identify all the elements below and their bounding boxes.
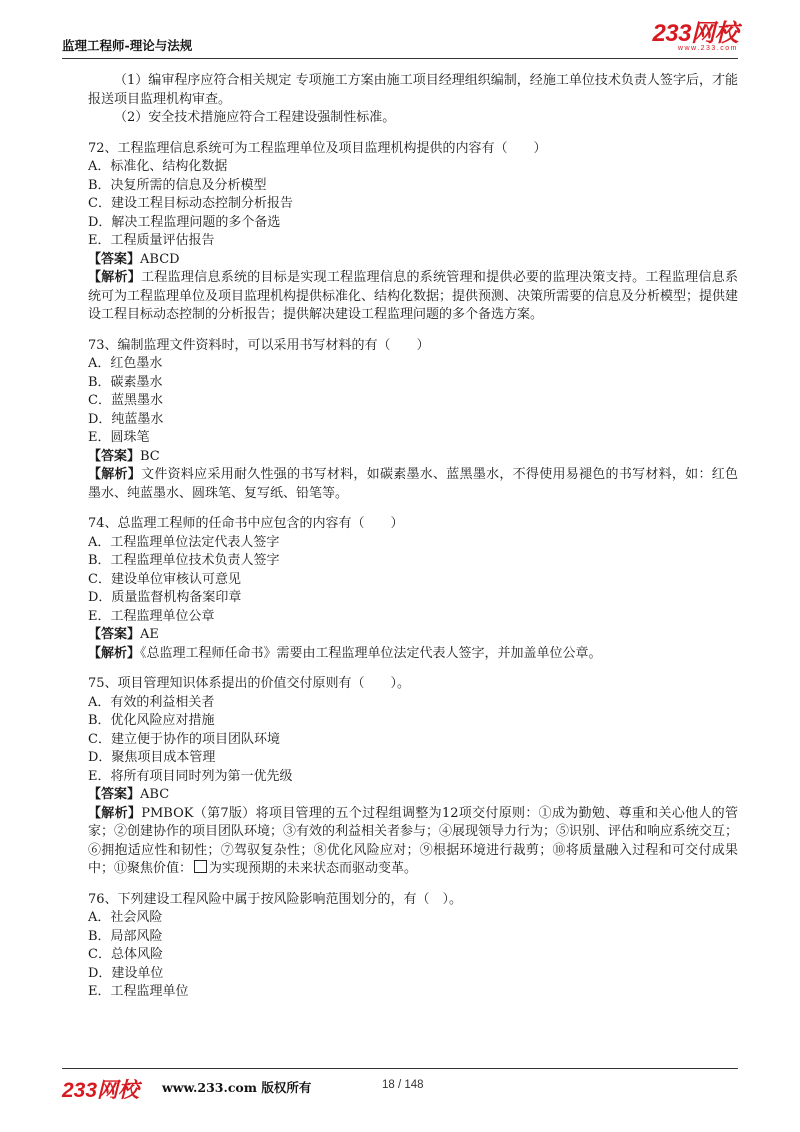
option-e: E．将所有项目同时列为第一优先级 bbox=[88, 768, 293, 784]
answer-value: BC bbox=[140, 448, 160, 464]
logo-text: 233网校 bbox=[652, 20, 738, 47]
answer-line bbox=[88, 786, 738, 805]
question-title: 73、编制监理文件资料时，可以采用书写材料的有（ ） bbox=[88, 337, 430, 353]
explanation-text: 工程监理信息系统的目标是实现工程监理信息的系统管理和提供必要的监理决策支持。工程监理信息系统可为工程监理单位及项目监理机构提供标准化、结构化数据；提供预测、决策所需要的信息及分析模型；提供建设工程目标动态控制的分析报告；提供解决建设工程监理问题的多个备选方案。 bbox=[88, 270, 739, 322]
option-d: D．纯蓝墨水 bbox=[88, 411, 164, 427]
option-c: C．蓝黑墨水 bbox=[88, 393, 163, 408]
explanation bbox=[88, 466, 738, 503]
question-72 bbox=[88, 140, 738, 325]
intro-line-2: （2）安全技术措施应符合工程建设强制性标准。 bbox=[114, 110, 396, 125]
option-c: C．总体风险 bbox=[88, 947, 163, 962]
explanation-tag: 【解析】 bbox=[88, 270, 142, 285]
option-b: B．局部风险 bbox=[88, 928, 163, 944]
explanation bbox=[88, 269, 738, 325]
page-header bbox=[62, 22, 738, 59]
answer-tag: 【答案】 bbox=[88, 787, 141, 802]
option-b: B．优化风险应对措施 bbox=[88, 713, 215, 728]
explanation-text: PMBOK（第7版）将项目管理的五个过程组调整为12项交付原则：①成为勤勉、尊重和关心他人的管家；②创建协作的项目团队环境；③有效的利益相关者参与；④展现领导力行为；⑤识别、评估和响应系统交互；⑥拥抱适应性和韧性；⑦驾驭复杂性；⑧优化风险应对；⑨根据环境进行裁剪；⑩将质量融入过程和可交付成果中；⑪聚焦价值： bbox=[88, 805, 739, 876]
page-number: 18 / 148 bbox=[382, 1079, 424, 1091]
option-a: A．标准化、结构化数据 bbox=[88, 159, 228, 174]
explanation-tag: 【解析】 bbox=[88, 645, 141, 661]
answer-tag: 【答案】 bbox=[88, 627, 141, 642]
question-74 bbox=[88, 515, 738, 663]
question-title: 75、项目管理知识体系提出的价值交付原则有（ ）。 bbox=[88, 676, 411, 691]
option-d: D．质量监督机构备案印章 bbox=[88, 590, 242, 605]
option-a: A．有效的利益相关者 bbox=[88, 694, 215, 710]
option-b: B．工程监理单位技术负责人签字 bbox=[88, 553, 280, 568]
question-76 bbox=[88, 891, 738, 1002]
question-75 bbox=[88, 675, 738, 879]
option-c: C．建设单位审核认可意见 bbox=[88, 571, 241, 587]
explanation bbox=[88, 645, 738, 664]
option-e: E．圆珠笔 bbox=[88, 430, 150, 445]
option-d: D．建设单位 bbox=[88, 965, 164, 981]
option-a: A．社会风险 bbox=[88, 910, 163, 925]
explanation-tag: 【解析】 bbox=[88, 805, 142, 821]
option-e: E．工程监理单位公章 bbox=[88, 608, 215, 624]
option-b: B．碳素墨水 bbox=[88, 374, 163, 390]
answer-tag: 【答案】 bbox=[88, 448, 141, 464]
option-c: C．建设工程目标动态控制分析报告 bbox=[88, 196, 293, 211]
explanation bbox=[88, 805, 738, 879]
answer-value: ABCD bbox=[140, 251, 180, 267]
page-footer bbox=[62, 1068, 738, 1102]
option-e: E．工程监理单位 bbox=[88, 984, 189, 999]
option-d: D．解决工程监理问题的多个备选 bbox=[88, 214, 281, 230]
page-content bbox=[88, 72, 738, 1002]
option-a: A．红色墨水 bbox=[88, 356, 163, 371]
checkbox-square-icon bbox=[194, 860, 207, 873]
option-d: D．聚焦项目成本管理 bbox=[88, 750, 216, 765]
explanation-text-end: 为实现预期的未来状态而驱动变革。 bbox=[209, 861, 418, 876]
explanation-text: 文件资料应采用耐久性强的书写材料，如碳素墨水、蓝黑墨水，不得使用易褪色的书写材料，如：红色墨水、纯蓝墨水、圆珠笔、复写纸、铅笔等。 bbox=[88, 467, 738, 501]
answer-line bbox=[88, 626, 738, 645]
option-e: E．工程质量评估报告 bbox=[88, 233, 215, 248]
answer-value: ABC bbox=[140, 787, 170, 802]
option-a: A．工程监理单位法定代表人签字 bbox=[88, 534, 280, 550]
footer-copyright: www.233.com 版权所有 bbox=[162, 1080, 312, 1095]
logo-url: www.233.com bbox=[677, 45, 738, 52]
answer-tag: 【答案】 bbox=[88, 251, 141, 267]
explanation-tag: 【解析】 bbox=[88, 467, 142, 482]
footer-logo: 233网校 bbox=[62, 1079, 140, 1102]
explanation-text: 《总监理工程师任命书》需要由工程监理单位法定代表人签字，并加盖单位公章。 bbox=[140, 645, 602, 661]
header-title: 监理工程师-理论与法规 bbox=[62, 38, 193, 53]
question-title: 72、工程监理信息系统可为工程监理单位及项目监理机构提供的内容有（ ） bbox=[88, 140, 547, 156]
answer-line bbox=[88, 251, 738, 270]
option-b: B．决复所需的信息及分析模型 bbox=[88, 177, 267, 193]
brand-logo bbox=[652, 22, 738, 52]
question-title: 74、总监理工程师的任命书中应包含的内容有（ ） bbox=[88, 516, 404, 531]
option-c: C．建立便于协作的项目团队环境 bbox=[88, 731, 280, 747]
intro-line-1: （1）编审程序应符合相关规定 专项施工方案由施工项目经理组织编制，经施工单位技术负责人签字后，才能报送项目监理机构审查。 bbox=[88, 73, 738, 107]
answer-line bbox=[88, 448, 738, 467]
answer-value: AE bbox=[140, 627, 159, 642]
question-title: 76、下列建设工程风险中属于按风险影响范围划分的，有（ ）。 bbox=[88, 891, 463, 907]
question-73 bbox=[88, 337, 738, 504]
